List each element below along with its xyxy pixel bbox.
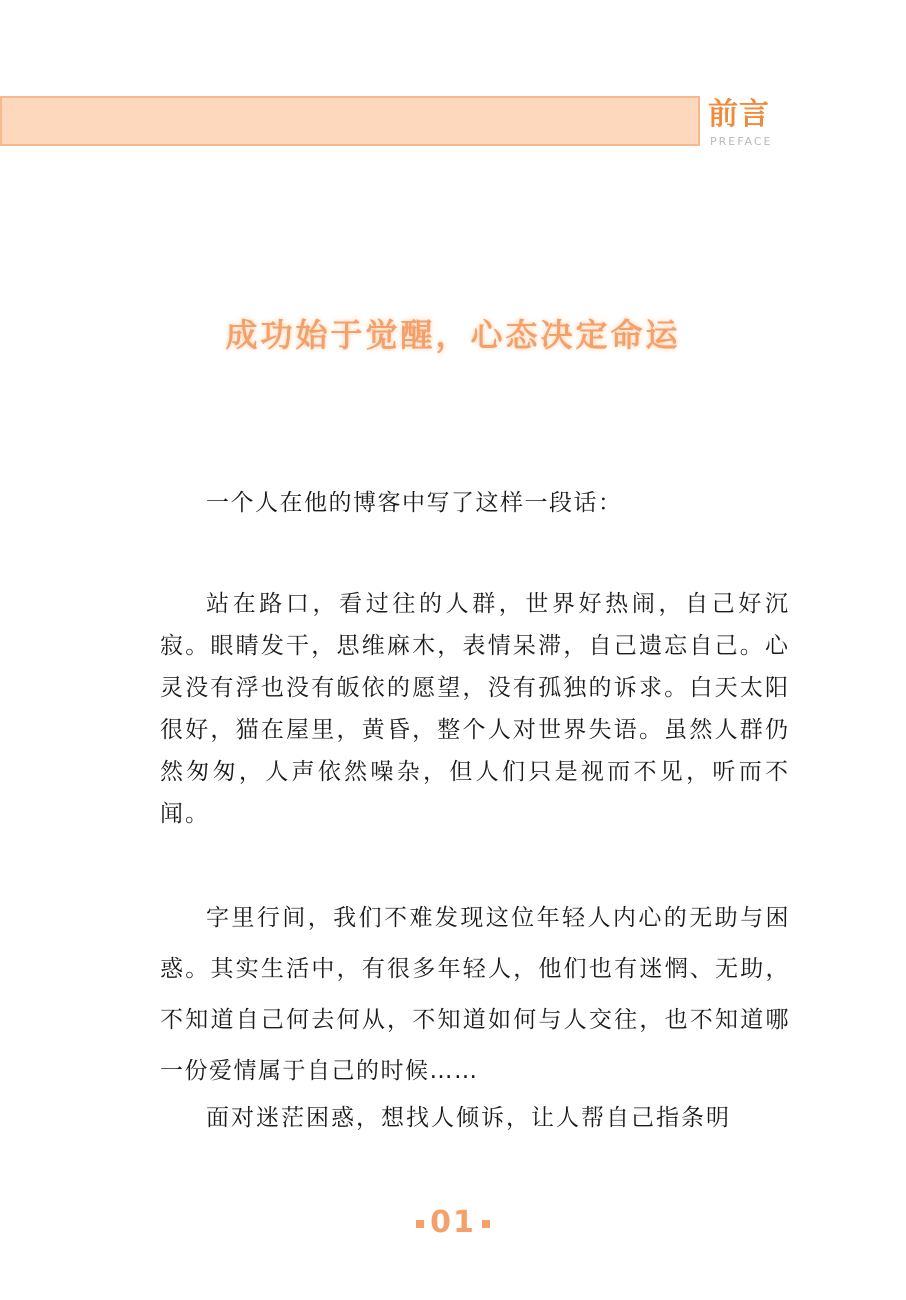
page-number-right-dot — [482, 1220, 490, 1228]
section-title: 前言 — [708, 97, 770, 132]
paragraph: 一个人在他的博客中写了这样一段话： — [206, 490, 623, 516]
paragraph: 字里行间，我们不难发现这位年轻人内心的无助与困惑。其实生活中，有很多年轻人，他们也有迷惘、无助，不知道自己何去何从，不知道如何与人交往，也不知道哪一份爱情属于自己的时候…… — [160, 905, 790, 1084]
page-number — [0, 1205, 906, 1240]
header-band — [0, 96, 700, 146]
section-subtitle: PREFACE — [710, 135, 773, 148]
chapter-title: 成功始于觉醒，心态决定命运 — [225, 316, 681, 354]
paragraph: 站在路口，看过往的人群，世界好热闹，自己好沉寂。眼睛发干，思维麻木，表情呆滞，自己遗忘自己。心灵没有浮也没有皈依的愿望，没有孤独的诉求。白天太阳很好，猫在屋里，黄昏，整个人对世界失语。虽然人群仍然匆匆，人声依然噪杂，但人们只是视而不见，听而不闻。 — [160, 591, 790, 827]
page-number-text: 01 — [430, 1205, 476, 1240]
page-number-left-dot — [416, 1220, 424, 1228]
body-text — [160, 478, 790, 1139]
paragraph: 面对迷茫困惑，想找人倾诉，让人帮自己指条明 — [206, 1105, 731, 1131]
